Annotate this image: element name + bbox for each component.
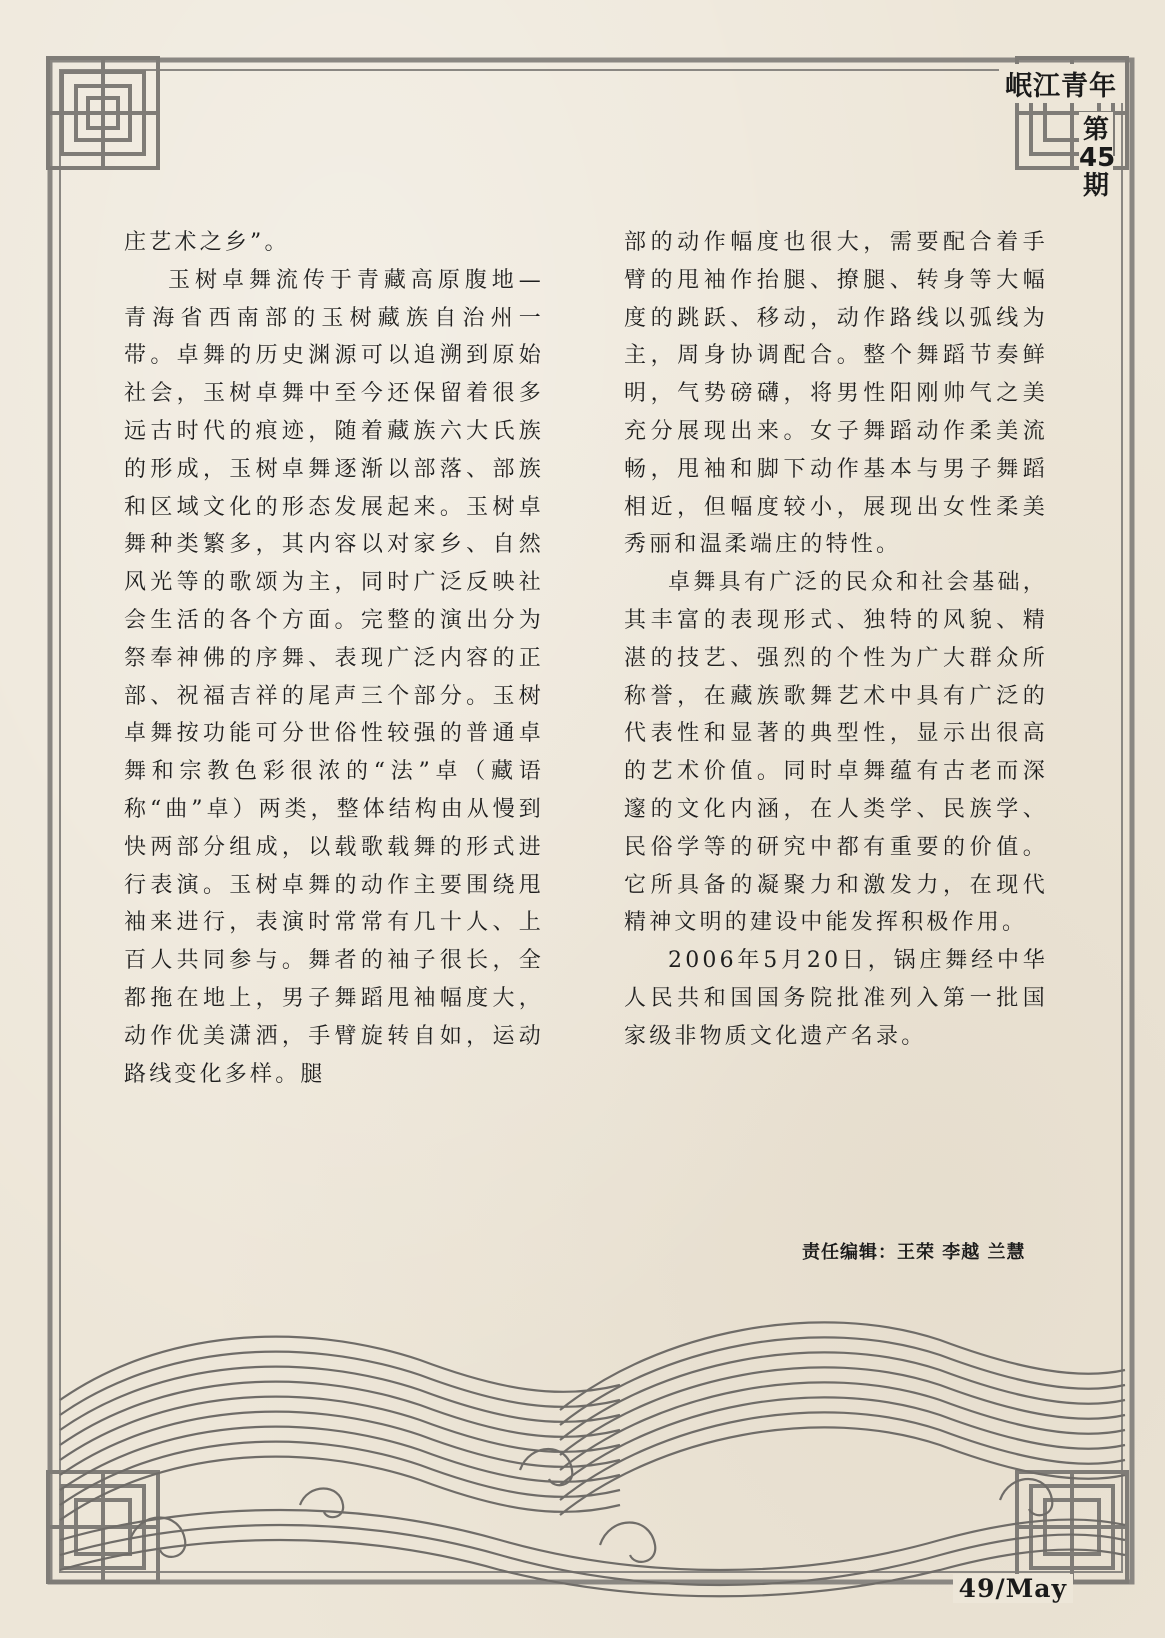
editor-credits: 责任编辑：王荣 李越 兰慧 [802, 1242, 1026, 1263]
paragraph: 玉树卓舞流传于青藏高原腹地—青海省西南部的玉树藏族自治州一带。卓舞的历史渊源可以追溯到原始社会，玉树卓舞中至今还保留着很多远古时代的痕迹，随着藏族六大氏族的形成，玉树卓舞逐渐以部落、部族和区域文化的形态发展起来。玉树卓舞种类繁多，其内容以对家乡、自然风光等的歌颂为主，同时广泛反映社会生活的各个方面。完整的演出分为祭奉神佛的序舞、表现广泛内容的正部、祝福吉祥的尾声三个部分。玉树卓舞按功能可分世俗性较强的普通卓舞和宗教色彩很浓的“法”卓（藏语称“曲”卓）两类，整体结构由从慢到快两部分组成，以载歌载舞的形式进行表演。玉树卓舞的动作主要围绕甩袖来进行，表演时常常有几十人、上百人共同参与。舞者的袖子很长，全都拖在地上，男子舞蹈甩袖幅度大，动作优美潇洒，手臂旋转自如，运动路线变化多样。腿 [124, 267, 544, 1087]
article-right-column [624, 224, 1048, 1056]
paragraph: 卓舞具有广泛的民众和社会基础，其丰富的表现形式、独特的风貌、精湛的技艺、强烈的个性为广大群众所称誉，在藏族歌舞艺术中具有广泛的代表性和显著的典型性，显示出很高的艺术价值。同时卓舞蕴有古老而深邃的文化内涵，在人类学、民族学、民俗学等的研究中都有重要的价值。它所具备的凝聚力和激发力，在现代精神文明的建设中能发挥积极作用。 [624, 570, 1048, 936]
paragraph: 庄艺术之乡”。 [124, 230, 290, 255]
paragraph: 部的动作幅度也很大，需要配合着手臂的甩袖作抬腿、撩腿、转身等大幅度的跳跃、移动，动作路线以弧线为主，周身协调配合。整个舞蹈节奏鲜明，气势磅礴，将男性阳刚帅气之美充分展现出来。女子舞蹈动作柔美流畅，甩袖和脚下动作基本与男子舞蹈相近，但幅度较小，展现出女性柔美秀丽和温柔端庄的特性。 [624, 230, 1048, 558]
magazine-title: 岷江青年 [999, 64, 1123, 103]
issue-number: 第45期 [1079, 112, 1113, 204]
page-number: 49/May [953, 1574, 1073, 1603]
wave-pattern [60, 1322, 1125, 1596]
paragraph: 2006年5月20日，锅庄舞经中华人民共和国国务院批准列入第一批国家级非物质文化遗产名录。 [624, 948, 1048, 1049]
article-left-column [124, 224, 544, 1093]
